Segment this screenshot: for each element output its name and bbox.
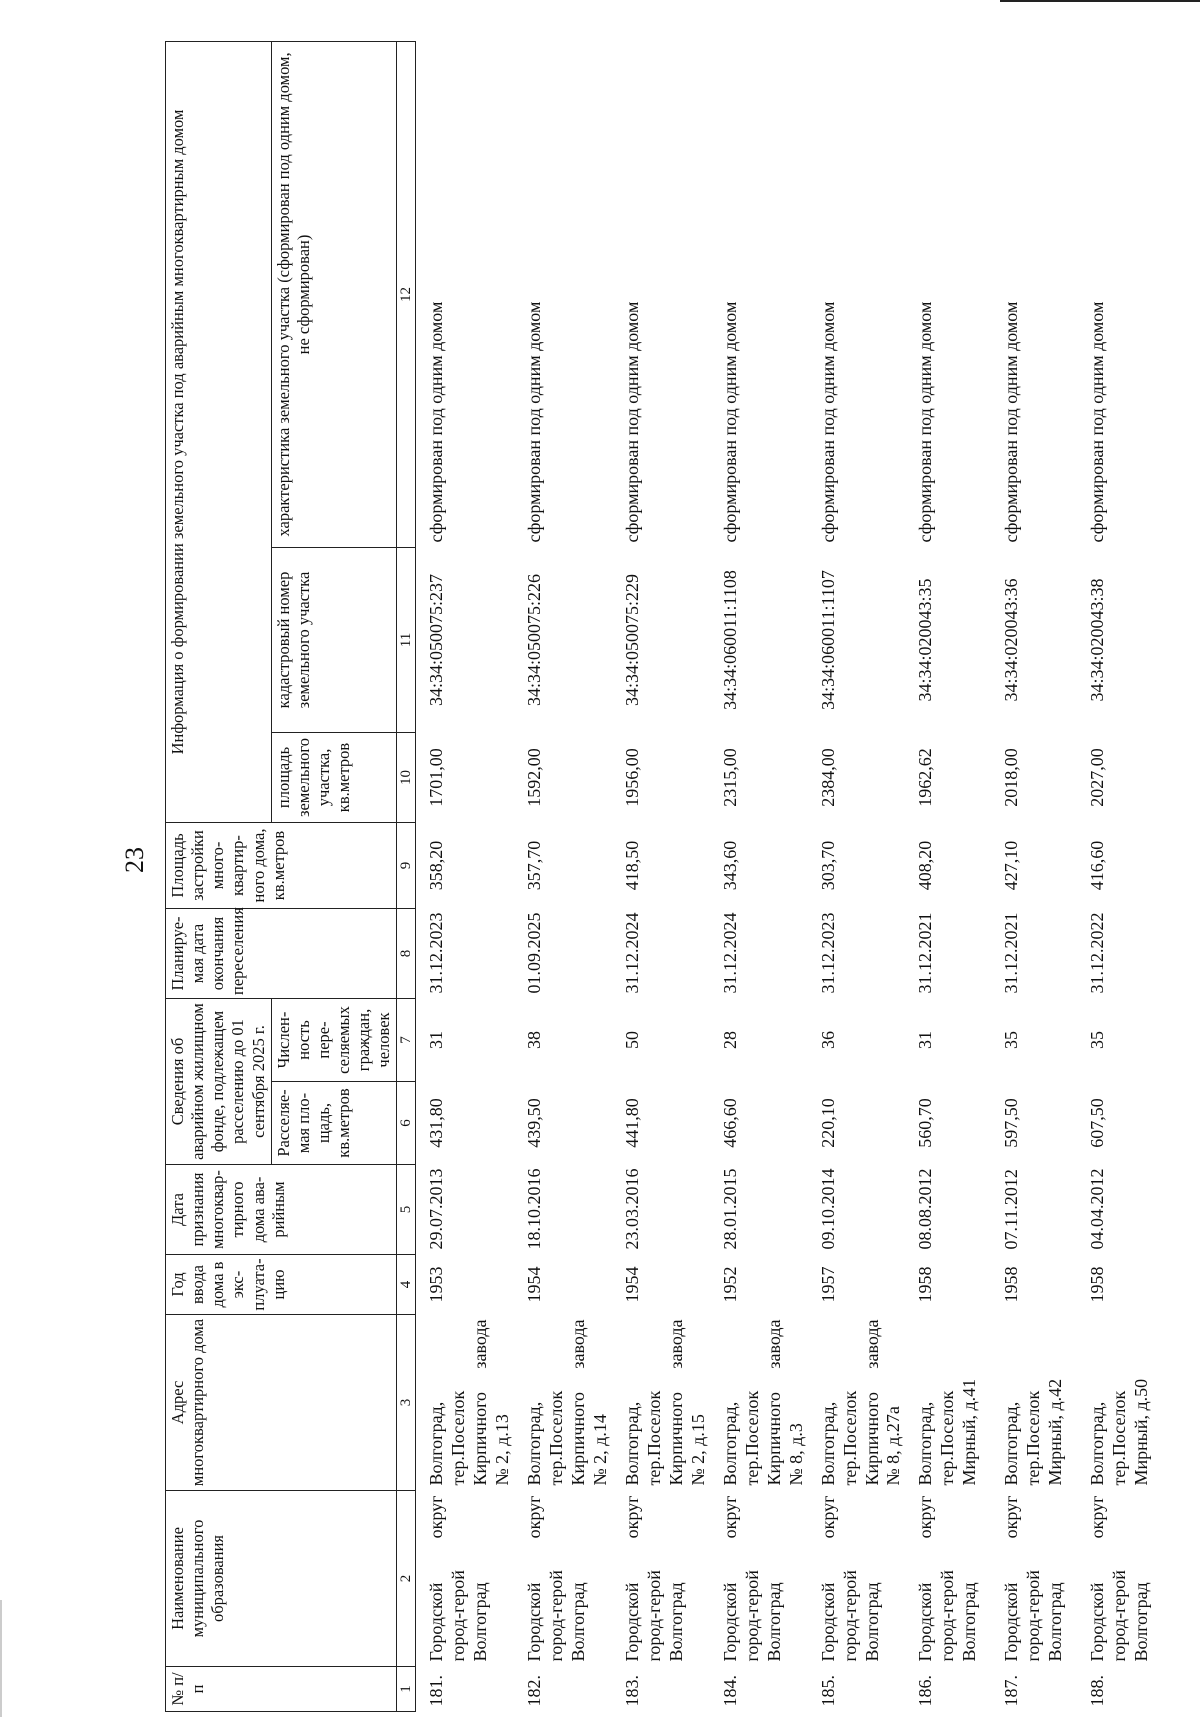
year-cell: 1957 <box>817 1266 838 1303</box>
planned-date-cell: 31.12.2023 <box>426 912 447 994</box>
table-row <box>905 41 991 1711</box>
column-number: 6 <box>397 1082 416 1165</box>
land-status-cell: сформирован под одним домом <box>915 301 936 543</box>
planned-date-cell: 31.12.2022 <box>1087 912 1108 994</box>
year-cell: 1954 <box>622 1266 642 1303</box>
people-cell: 36 <box>817 1031 838 1049</box>
building-area-cell: 357,70 <box>524 840 545 891</box>
building-area-cell: 303,70 <box>817 840 838 891</box>
address-cell: Волгоград, тер.Поселок Кирпичного завода № 8, д.27а <box>817 1319 904 1486</box>
land-status-cell: сформирован под одним домом <box>622 301 642 543</box>
land-status-cell: сформирован под одним домом <box>1087 301 1108 543</box>
address-cell: Волгоград, тер.Поселок Кирпичного завода № 2, д.14 <box>524 1319 611 1486</box>
header-building-area: Площадь застройки много-квартир-ного дома, кв.метров <box>166 822 397 908</box>
building-area-cell: 343,60 <box>719 840 740 891</box>
column-number: 2 <box>397 1491 416 1667</box>
header-group-land: Информация о формировании земельного участка под аварийным многоквартирным домом <box>166 41 272 822</box>
row-number: 184. <box>719 1675 740 1707</box>
header-row-1 <box>166 41 272 1711</box>
cadastral-cell: 34:34:060011:1108 <box>719 570 740 710</box>
land-area-cell: 1701,00 <box>426 748 447 807</box>
cadastral-cell: 34:34:060011:1107 <box>817 570 838 710</box>
emergency-date-cell: 29.07.2013 <box>426 1168 447 1250</box>
row-number: 188. <box>1087 1675 1108 1707</box>
municipality-cell: Городской округ город-герой Волгоград <box>1087 1495 1152 1662</box>
year-cell: 1958 <box>1001 1266 1022 1303</box>
emergency-date-cell: 08.08.2012 <box>915 1168 936 1250</box>
table-body <box>416 41 1164 1711</box>
resettled-area-cell: 560,70 <box>915 1098 936 1148</box>
municipality-cell: Городской округ город-герой Волгоград <box>817 1495 882 1662</box>
column-number: 7 <box>397 998 416 1081</box>
table-row <box>991 41 1077 1711</box>
planned-date-cell: 31.12.2021 <box>915 912 936 994</box>
table-row <box>416 41 514 1711</box>
column-number: 5 <box>397 1165 416 1255</box>
header-cadastral: кадастровый номер земельного участка <box>271 547 397 732</box>
building-area-cell: 408,20 <box>915 840 936 891</box>
land-area-cell: 2018,00 <box>1001 748 1022 807</box>
land-status-cell: сформирован под одним домом <box>1001 301 1022 543</box>
land-area-cell: 2384,00 <box>817 748 838 807</box>
address-cell: Волгоград, тер.Поселок Мирный, д.41 <box>915 1378 980 1486</box>
emergency-housing-table <box>165 41 1163 1712</box>
planned-date-cell: 31.12.2023 <box>817 912 838 994</box>
top-edge-rule <box>1000 0 1200 2</box>
header-date-emergency: Дата признания многоквар-тирного дома ава-рийным <box>166 1165 397 1255</box>
left-edge-mark <box>0 1600 2 1717</box>
row-number: 182. <box>524 1675 545 1707</box>
year-cell: 1958 <box>915 1266 936 1303</box>
column-number: 11 <box>397 547 416 732</box>
people-cell: 28 <box>719 1031 740 1049</box>
resettled-area-cell: 466,60 <box>719 1098 740 1148</box>
table-row <box>808 41 906 1711</box>
column-number: 10 <box>397 732 416 822</box>
emergency-date-cell: 18.10.2016 <box>524 1168 545 1250</box>
year-cell: 1953 <box>426 1266 447 1303</box>
header-address: Адрес многоквартирного дома <box>166 1315 397 1491</box>
land-area-cell: 2315,00 <box>719 748 740 807</box>
land-area-cell: 1592,00 <box>524 748 545 807</box>
resettled-area-cell: 597,50 <box>1001 1098 1022 1148</box>
table-row <box>1077 41 1163 1711</box>
year-cell: 1958 <box>1087 1266 1108 1303</box>
municipality-cell: Городской округ город-герой Волгоград <box>915 1495 980 1662</box>
municipality-cell: Городской округ город-герой Волгоград <box>426 1495 491 1662</box>
header-land-status: характеристика земельного участка (сформирован под одним домом, не сформирован) <box>271 41 397 547</box>
building-area-cell: 416,60 <box>1087 840 1108 891</box>
table-row <box>514 41 612 1711</box>
building-area-cell: 427,10 <box>1001 840 1022 891</box>
row-number: 183. <box>622 1675 642 1707</box>
header-resettled-area: Расселяе-мая пло-щадь, кв.метров <box>271 1082 397 1165</box>
header-year: Год ввода дома в экс-плуата-цию <box>166 1255 397 1315</box>
emergency-date-cell: 23.03.2016 <box>622 1168 642 1250</box>
land-status-cell: сформирован под одним домом <box>426 301 447 543</box>
column-number: 9 <box>397 822 416 908</box>
building-area-cell: 358,20 <box>426 840 447 891</box>
planned-date-cell: 01.09.2025 <box>524 912 545 994</box>
emergency-date-cell: 07.11.2012 <box>1001 1169 1022 1250</box>
column-number: 12 <box>397 41 416 547</box>
row-number: 185. <box>817 1675 838 1707</box>
header-municipality: Наименование муниципального образования <box>166 1491 397 1667</box>
cadastral-cell: 34:34:050075:226 <box>524 573 545 706</box>
planned-date-cell: 31.12.2024 <box>622 912 642 994</box>
emergency-date-cell: 04.04.2012 <box>1087 1168 1108 1250</box>
planned-date-cell: 31.12.2024 <box>719 912 740 994</box>
header-planned-date: Планируе-мая дата окончания переселения <box>166 908 397 998</box>
column-number: 3 <box>397 1315 416 1491</box>
row-number: 181. <box>426 1675 447 1707</box>
address-cell: Волгоград, тер.Поселок Кирпичного завода № 2, д.13 <box>426 1319 513 1486</box>
year-cell: 1954 <box>524 1266 545 1303</box>
land-status-cell: сформирован под одним домом <box>524 301 545 543</box>
land-status-cell: сформирован под одним домом <box>719 301 740 543</box>
land-area-cell: 1962,62 <box>915 748 936 807</box>
column-number: 1 <box>397 1667 416 1712</box>
header-num: № п/п <box>166 1667 397 1712</box>
resettled-area-cell: 441,80 <box>622 1098 642 1148</box>
resettled-area-cell: 439,50 <box>524 1098 545 1148</box>
resettled-area-cell: 431,80 <box>426 1098 447 1148</box>
land-area-cell: 2027,00 <box>1087 748 1108 807</box>
municipality-cell: Городской округ город-герой Волгоград <box>719 1495 784 1662</box>
cadastral-cell: 34:34:020043:36 <box>1001 578 1022 702</box>
land-area-cell: 1956,00 <box>622 748 642 807</box>
municipality-cell: Городской округ город-герой Волгоград <box>1001 1495 1066 1662</box>
cadastral-cell: 34:34:020043:38 <box>1087 578 1108 702</box>
year-cell: 1952 <box>719 1266 740 1303</box>
people-cell: 35 <box>1087 1031 1108 1049</box>
people-cell: 38 <box>524 1031 545 1049</box>
address-cell: Волгоград, тер.Поселок Мирный, д.50 <box>1087 1378 1152 1486</box>
header-people: Числен-ность пере-селяемых граждан, человек <box>271 998 397 1081</box>
people-cell: 35 <box>1001 1031 1022 1049</box>
table-row <box>612 41 710 1711</box>
column-number: 8 <box>397 908 416 998</box>
municipality-cell: Городской округ город-герой Волгоград <box>524 1495 589 1662</box>
emergency-date-cell: 28.01.2015 <box>719 1168 740 1250</box>
address-cell: Волгоград, тер.Поселок Мирный, д.42 <box>1001 1378 1066 1486</box>
building-area-cell: 418,50 <box>622 840 642 891</box>
rotated-page-content <box>165 42 1175 1712</box>
people-cell: 31 <box>915 1031 936 1049</box>
column-number-row <box>397 41 416 1711</box>
address-cell: Волгоград, тер.Поселок Кирпичного завода № 2, д.15 <box>622 1319 708 1486</box>
resettled-area-cell: 607,50 <box>1087 1098 1108 1148</box>
land-status-cell: сформирован под одним домом <box>817 301 838 543</box>
resettled-area-cell: 220,10 <box>817 1098 838 1148</box>
cadastral-cell: 34:34:020043:35 <box>915 578 936 702</box>
header-land-area: площадь земельного участка, кв.метров <box>271 732 397 822</box>
address-cell: Волгоград, тер.Поселок Кирпичного завода № 8, д.3 <box>719 1319 806 1486</box>
row-number: 186. <box>915 1675 936 1707</box>
row-number: 187. <box>1001 1675 1022 1707</box>
page-number: 23 <box>120 847 149 873</box>
municipality-cell: Городской округ город-герой Волгоград <box>622 1495 686 1662</box>
cadastral-cell: 34:34:050075:229 <box>622 573 642 706</box>
people-cell: 50 <box>622 1031 642 1049</box>
emergency-date-cell: 09.10.2014 <box>817 1168 838 1250</box>
people-cell: 31 <box>426 1031 447 1049</box>
column-number: 4 <box>397 1255 416 1315</box>
cadastral-cell: 34:34:050075:237 <box>426 573 447 706</box>
table-row <box>710 41 808 1711</box>
header-group-fund: Сведения об аварийном жилищном фонде, подлежащем расселению до 01 сентября 2025 г. <box>166 998 272 1164</box>
planned-date-cell: 31.12.2021 <box>1001 912 1022 994</box>
